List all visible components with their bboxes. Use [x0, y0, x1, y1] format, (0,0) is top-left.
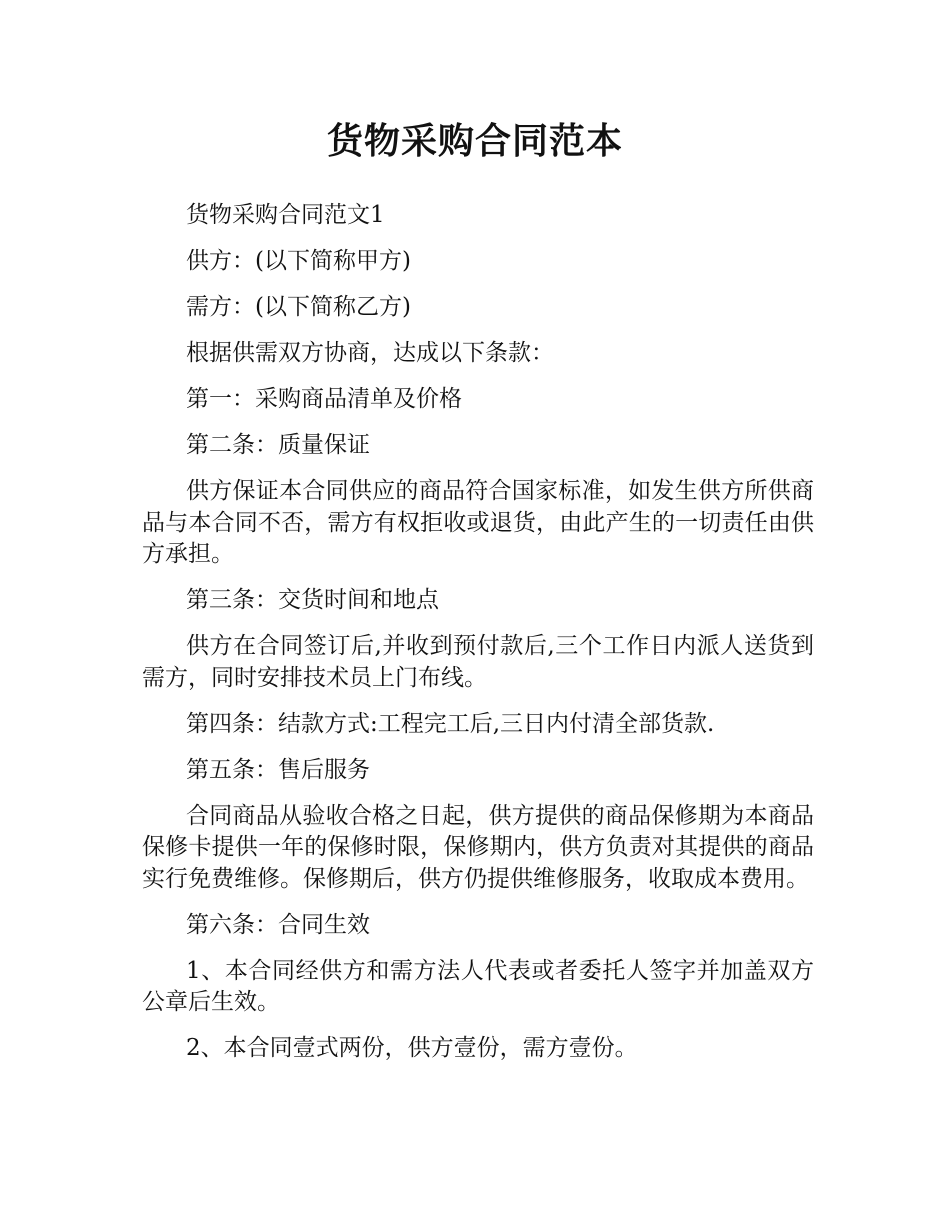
- clause-1-heading: 第一：采购商品清单及价格: [186, 386, 462, 412]
- clause-5-heading: 第五条：售后服务: [186, 756, 370, 783]
- clause-6-heading: 第六条：合同生效: [186, 911, 370, 938]
- paragraph-buyer: 需方：(以下简称乙方): [186, 294, 411, 320]
- clause-6-item-2: 2、本合同壹式两份，供方壹份，需方壹份。: [186, 1035, 638, 1061]
- clause-2-heading: 第二条：质量保证: [186, 432, 370, 458]
- paragraph-subtitle: 货物采购合同范文1: [186, 202, 385, 228]
- clause-4-text: 第四条：结款方式:工程完工后,三日内付清全部货款.: [186, 710, 715, 737]
- clause-2-text: 供方保证本合同供应的商品符合国家标准，如发生供方所供商品与本合同不否，需方有权拒收或退货，由此产生的一切责任由供方承担。: [142, 478, 814, 567]
- paragraph-intro: 根据供需双方协商，达成以下条款：: [186, 340, 554, 366]
- document-body: [142, 200, 814, 1079]
- document-title: 货物采购合同范本: [326, 121, 623, 162]
- clause-5-text: 合同商品从验收合格之日起，供方提供的商品保修期为本商品保修卡提供一年的保修时限，保修期内，供方负责对其提供的商品实行免费维修。保修期后，供方仍提供维修服务，收取成本费用。: [142, 802, 814, 892]
- paragraph-supplier: 供方：(以下简称甲方): [186, 248, 411, 274]
- clause-3-heading: 第三条：交货时间和地点: [186, 587, 439, 613]
- clause-6-item-1: 1、本合同经供方和需方法人代表或者委托人签字并加盖双方公章后生效。: [142, 957, 814, 1015]
- clause-3-text: 供方在合同签订后,并收到预付款后,三个工作日内派人送货到需方，同时安排技术员上门布线。: [142, 633, 814, 691]
